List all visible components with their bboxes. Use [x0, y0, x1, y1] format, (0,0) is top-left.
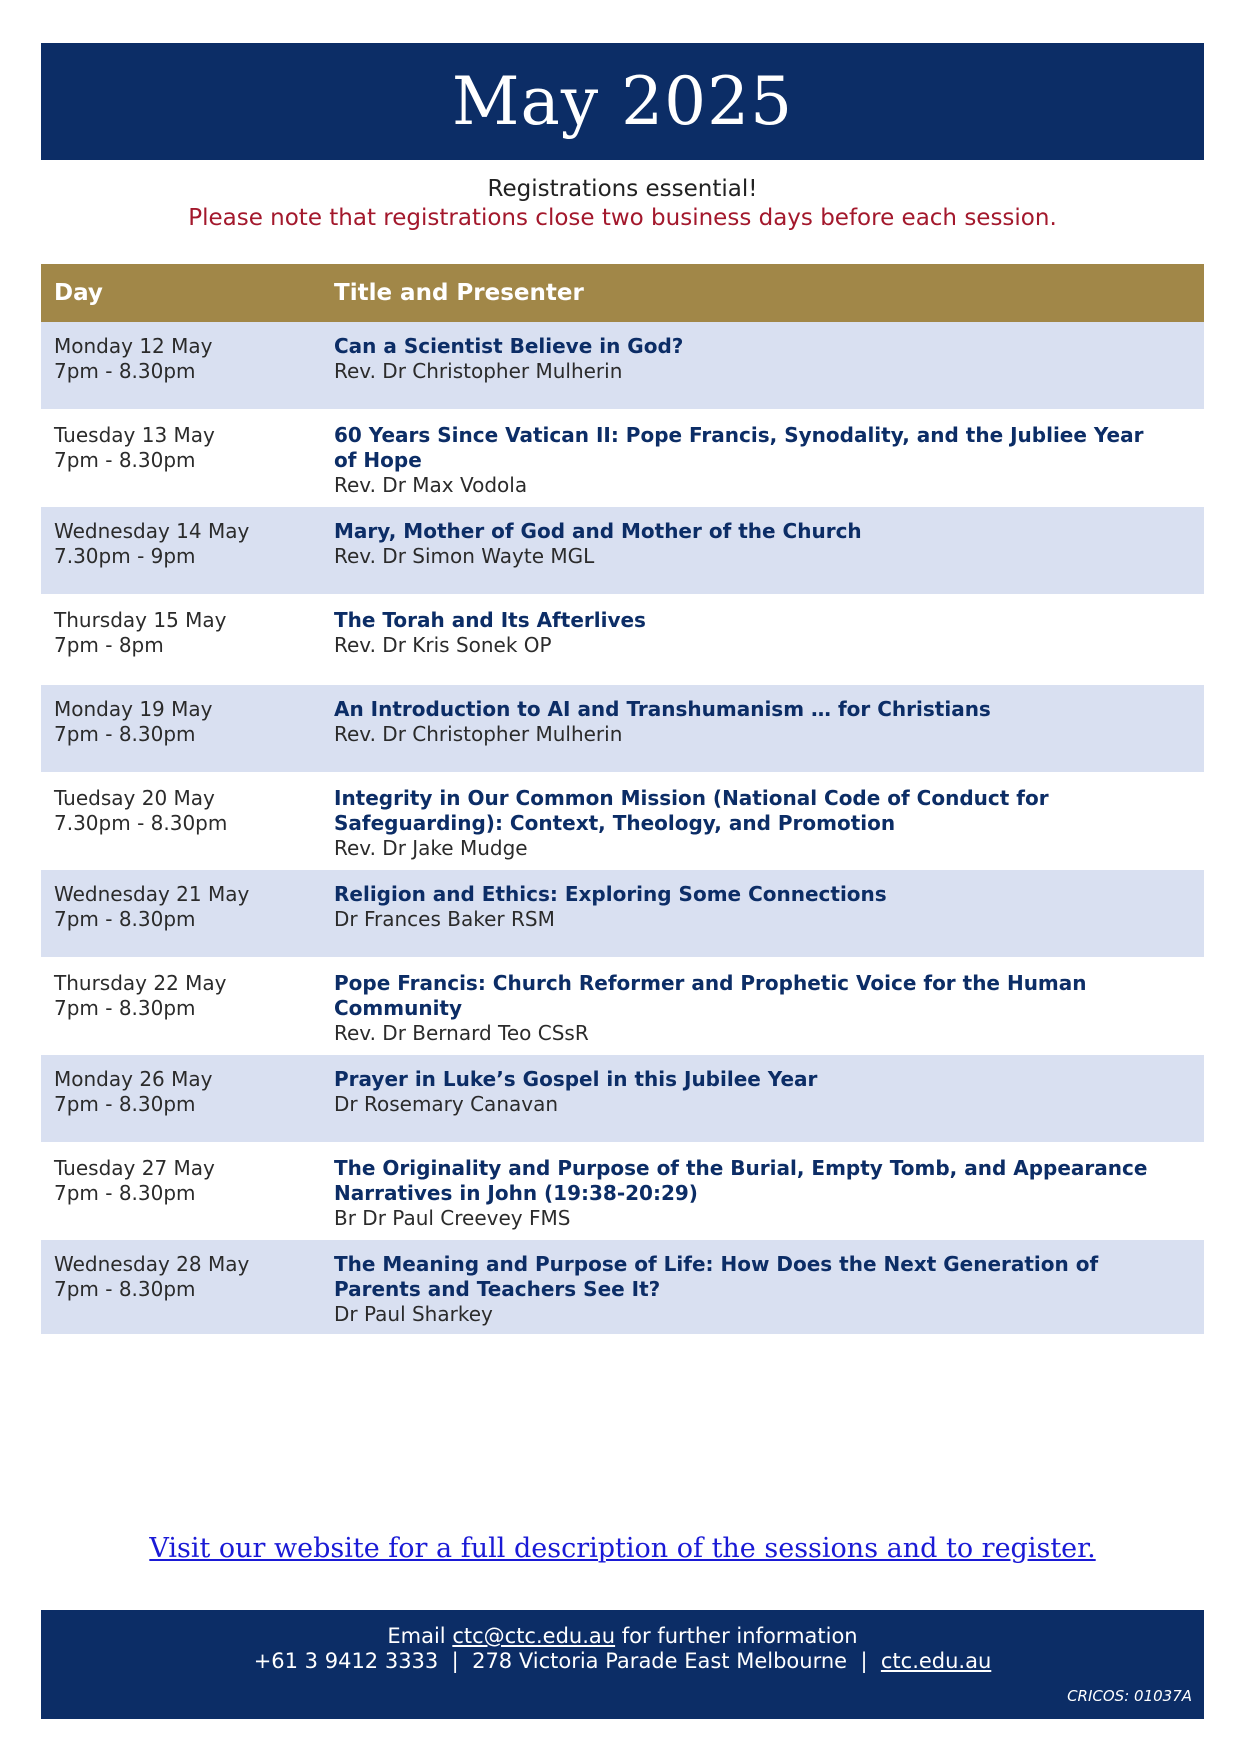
- session-day: Tuedsay 20 May: [54, 786, 215, 810]
- session-title: 60 Years Since Vatican II: Pope Francis, Synodality, and the Jubliee Year of Hope: [334, 423, 1144, 472]
- session-presenter: Dr Rosemary Canavan: [334, 1092, 559, 1116]
- separator: |: [860, 1649, 868, 1673]
- session-presenter: Br Dr Paul Creevey FMS: [334, 1206, 571, 1230]
- session-day: Wednesday 21 May: [54, 882, 250, 906]
- address: 278 Victoria Parade East Melbourne: [472, 1649, 848, 1673]
- session-time: 7pm - 8.30pm: [54, 1277, 196, 1301]
- session-time: 7pm - 8.30pm: [54, 996, 196, 1020]
- website-link[interactable]: Visit our website for a full description of the sessions and to register.: [149, 1533, 1096, 1564]
- table-row: [41, 322, 1204, 411]
- session-day: Monday 26 May: [54, 1067, 213, 1091]
- cricos-code: CRICOS: 01037A: [1067, 1687, 1192, 1705]
- table-row: [41, 1240, 1204, 1336]
- session-presenter: Rev. Dr Christopher Mulherin: [334, 359, 623, 383]
- session-time: 7pm - 8.30pm: [54, 907, 196, 931]
- table-row: [41, 411, 1204, 507]
- registration-essential-text: Registrations essential!: [487, 176, 758, 202]
- session-time: 7.30pm - 8.30pm: [54, 811, 228, 835]
- table-row: [41, 1144, 1204, 1240]
- email-prefix: Email: [387, 1624, 453, 1648]
- table-row: [41, 596, 1204, 685]
- session-title: Prayer in Luke’s Gospel in this Jubilee Year: [334, 1067, 818, 1091]
- registration-close-note: Please note that registrations close two business days before each session.: [188, 205, 1057, 231]
- table-row: [41, 870, 1204, 959]
- session-time: 7pm - 8pm: [54, 633, 164, 657]
- session-day: Monday 12 May: [54, 334, 213, 358]
- session-day: Wednesday 28 May: [54, 1252, 250, 1276]
- session-time: 7pm - 8.30pm: [54, 1092, 196, 1116]
- phone-number: +61 3 9412 3333: [253, 1649, 439, 1673]
- footer-contact-line: [41, 1649, 1204, 1674]
- session-time: 7pm - 8.30pm: [54, 359, 196, 383]
- table-row: [41, 959, 1204, 1055]
- session-title: The Originality and Purpose of the Burial, Empty Tomb, and Appearance Narratives in John (19:38-20:29): [334, 1156, 1148, 1205]
- session-presenter: Dr Frances Baker RSM: [334, 907, 555, 931]
- footer: [41, 1610, 1204, 1719]
- session-title: Can a Scientist Believe in God?: [334, 334, 684, 358]
- email-link[interactable]: ctc@ctc.edu.au: [452, 1624, 616, 1648]
- table-row: [41, 507, 1204, 596]
- session-title: Religion and Ethics: Exploring Some Connections: [334, 882, 887, 906]
- session-presenter: Rev. Dr Max Vodola: [334, 473, 528, 497]
- session-title: The Torah and Its Afterlives: [334, 608, 646, 632]
- session-presenter: Rev. Dr Christopher Mulherin: [334, 722, 623, 746]
- table-row: [41, 774, 1204, 870]
- session-day: Thursday 22 May: [54, 971, 227, 995]
- email-suffix: for further information: [615, 1624, 858, 1648]
- table-row: [41, 685, 1204, 774]
- session-time: 7.30pm - 9pm: [54, 544, 196, 568]
- session-day: Tuesday 27 May: [54, 1156, 215, 1180]
- session-title: Pope Francis: Church Reformer and Prophetic Voice for the Human Community: [334, 971, 1087, 1020]
- session-time: 7pm - 8.30pm: [54, 722, 196, 746]
- header-day: Day: [54, 280, 103, 306]
- session-presenter: Rev. Dr Kris Sonek OP: [334, 633, 552, 657]
- session-presenter: Dr Paul Sharkey: [334, 1302, 493, 1326]
- page-title: May 2025: [451, 63, 794, 140]
- separator: |: [451, 1649, 459, 1673]
- session-day: Wednesday 14 May: [54, 519, 250, 543]
- session-presenter: Rev. Dr Bernard Teo CSsR: [334, 1021, 589, 1045]
- session-title: Integrity in Our Common Mission (National Code of Conduct for Safeguarding): Context, Theology, and Promotion: [334, 786, 1049, 835]
- session-day: Thursday 15 May: [54, 608, 227, 632]
- footer-email-line: [41, 1624, 1204, 1649]
- session-day: Tuesday 13 May: [54, 423, 215, 447]
- header-banner: [41, 43, 1204, 160]
- session-title: The Meaning and Purpose of Life: How Does the Next Generation of Parents and Teachers See It?: [334, 1252, 1099, 1301]
- session-time: 7pm - 8.30pm: [54, 448, 196, 472]
- session-time: 7pm - 8.30pm: [54, 1181, 196, 1205]
- registration-notice: [41, 174, 1204, 232]
- session-title: Mary, Mother of God and Mother of the Church: [334, 519, 862, 543]
- session-title: An Introduction to AI and Transhumanism … for Christians: [334, 697, 991, 721]
- session-presenter: Rev. Dr Jake Mudge: [334, 836, 528, 860]
- header-title-presenter: Title and Presenter: [334, 280, 584, 306]
- table-row: [41, 1055, 1204, 1144]
- session-presenter: Rev. Dr Simon Wayte MGL: [334, 544, 595, 568]
- session-day: Monday 19 May: [54, 697, 213, 721]
- site-link[interactable]: ctc.edu.au: [880, 1649, 992, 1673]
- table-header: [41, 264, 1204, 322]
- sessions-table: [41, 264, 1204, 1336]
